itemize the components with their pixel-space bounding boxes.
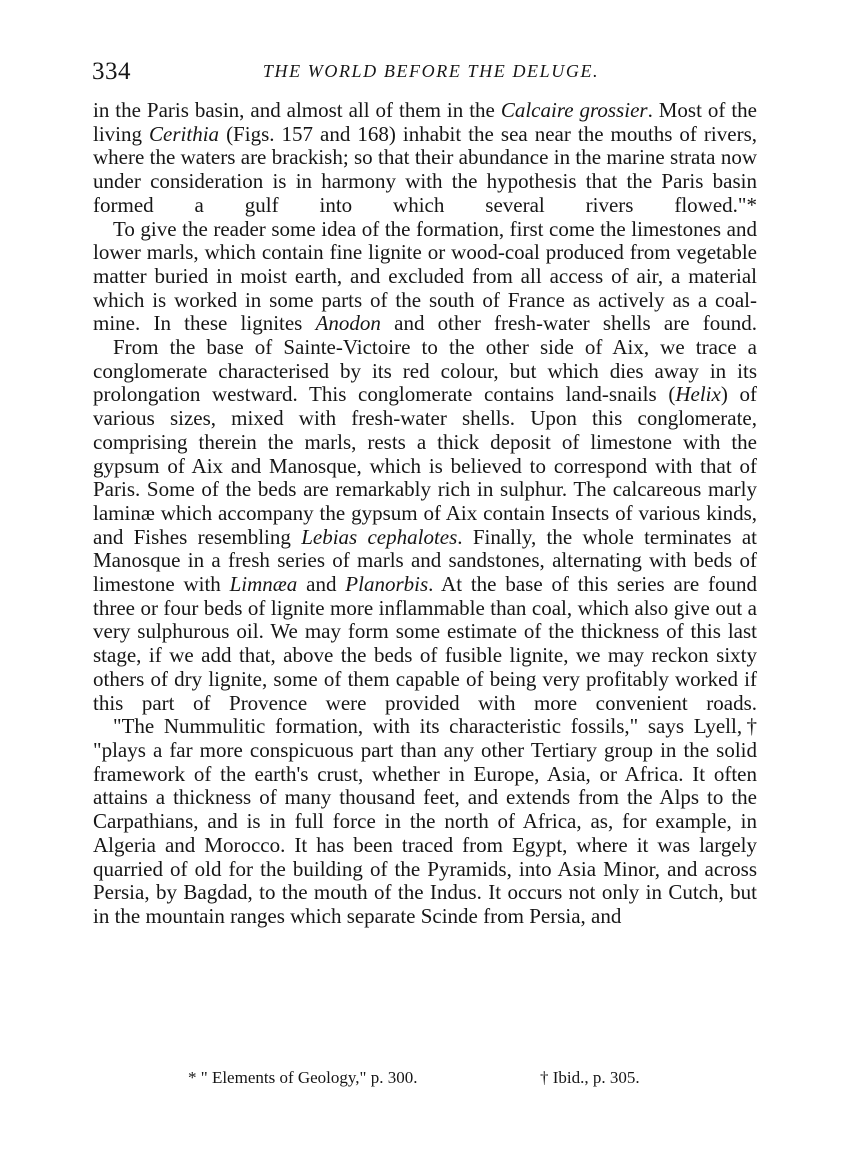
running-title: THE WORLD BEFORE THE DELUGE.: [262, 61, 600, 81]
footnote-2: † Ibid., p. 305.: [540, 1068, 640, 1087]
italic-term: Lebias cephalotes: [301, 524, 458, 549]
italic-term: Cerithia: [149, 121, 220, 146]
italic-term: Anodon: [315, 311, 381, 336]
paragraph-1: in the Paris basin, and almost all of them in the Calcaire grossier. Most of the living Cerithia (Figs. 157 and 168) inhabit the sea near the mouths of rivers, where the waters are brackish; so that their abundance in the marine strata now under consideration is in harmony with the hypothesis that the Paris basin formed a gulf into which several rivers flowed."*: [93, 98, 757, 217]
footnote-1: * " Elements of Geology," p. 300.: [188, 1068, 418, 1087]
body-text: [93, 99, 757, 929]
italic-term: Planorbis: [345, 572, 429, 597]
italic-term: Calcaire grossier: [500, 98, 648, 122]
paragraph-4: "The Nummulitic formation, with its characteristic fossils," says Lyell,† "plays a far more conspicuous part than any other Tertiary group in the solid framework of the earth's crust, whether in Europe, Asia, or Africa. It often attains a thickness of many thousand feet, and extends from the Alps to the Carpathians, and is in full force in the north of Africa, as, for example, in Algeria and Morocco. It has been traced from Egypt, where it was largely quarried of old for the building of the Pyramids, into Asia Minor, and across Persia, by Bagdad, to the mouth of the Indus. It occurs not only in Cutch, but in the mountain ranges which separate Scinde from Persia, and: [93, 714, 757, 928]
page-number: 334: [92, 58, 131, 85]
italic-term: Limnæa: [229, 572, 298, 597]
paragraph-2: To give the reader some idea of the formation, first come the limestones and lower marls, which contain fine lignite or wood-coal produced from vegetable matter buried in moist earth, and excluded from all access of air, a material which is worked in some parts of the south of France as actively as a coal-mine. In these lignites Anodon and other fresh-water shells are found.: [93, 216, 757, 336]
paragraph-3: From the base of Sainte-Victoire to the other side of Aix, we trace a conglomerate characterised by its red colour, but which dies away in its prolongation westward. This conglomerate contains land-snails (Helix) of various sizes, mixed with fresh-water shells. Upon this conglomerate, comprising therein the marls, rests a thick deposit of limestone with the gypsum of Aix and Manosque, which is believed to correspond with that of Paris. Some of the beds are remarkably rich in sulphur. The calcareous marly laminæ which accompany the gypsum of Aix contain Insects of various kinds, and Fishes resembling Lebias cephalotes. Finally, the whole terminates at Manosque in a fresh series of marls and sandstones, alternating with beds of limestone with Limnæa and Planorbis. At the base of this series are found three or four beds of lignite more inflammable than coal, which also give out a very sulphurous oil. We may form some estimate of the thickness of this last stage, if we add that, above the beds of fusible lignite, we may reckon sixty others of dry lignite, some of them capable of being very profitably worked if this part of Provence were provided with more convenient roads.: [93, 335, 757, 715]
italic-term: Helix: [675, 382, 721, 407]
